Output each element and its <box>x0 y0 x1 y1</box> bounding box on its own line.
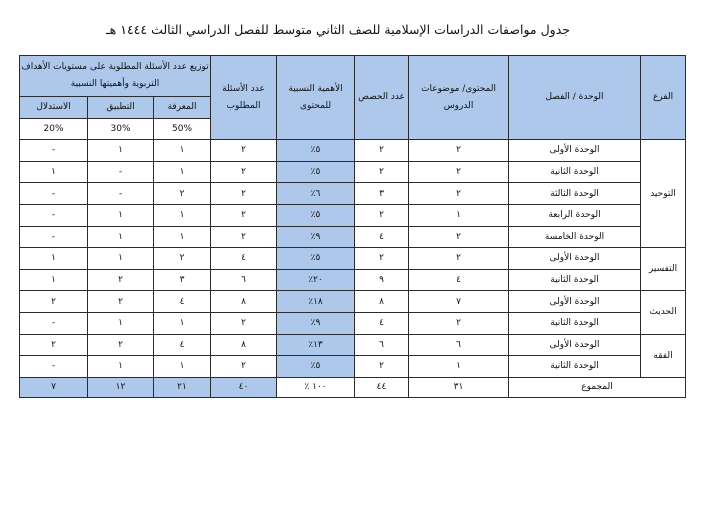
reasoning-cell: ١ <box>20 269 88 291</box>
periods-cell: ٣ <box>355 183 409 205</box>
importance-cell: ٥٪ <box>277 204 355 226</box>
total-questions: ٤٠ <box>211 377 277 397</box>
table-row <box>20 356 686 378</box>
total-periods: ٤٤ <box>355 377 409 397</box>
periods-cell: ٨ <box>355 291 409 313</box>
periods-cell: ٢ <box>355 161 409 183</box>
knowledge-percent: 50% <box>154 118 211 140</box>
knowledge-cell: ١ <box>154 161 211 183</box>
periods-cell: ٢ <box>355 140 409 162</box>
branch-cell: الحديث <box>641 291 686 334</box>
unit-cell: الوحدة الأولى <box>509 248 641 270</box>
header-unit: الوحدة / الفصل <box>509 56 641 140</box>
questions-cell: ٨ <box>211 334 277 356</box>
application-cell: ١ <box>88 356 154 378</box>
content-cell: ٧ <box>409 291 509 313</box>
questions-cell: ٢ <box>211 204 277 226</box>
page-title: جدول مواصفات الدراسات الإسلامية للصف الثاني متوسط للفصل الدراسي الثالث ١٤٤٤ هـ <box>106 22 570 37</box>
table-row <box>20 140 686 162</box>
periods-cell: ٩ <box>355 269 409 291</box>
knowledge-cell: ١ <box>154 204 211 226</box>
header-periods: عدد الحصص <box>355 56 409 140</box>
application-percent: 30% <box>88 118 154 140</box>
table-row <box>20 161 686 183</box>
importance-cell: ٥٪ <box>277 248 355 270</box>
application-cell: ١ <box>88 226 154 248</box>
questions-cell: ٢ <box>211 161 277 183</box>
unit-cell: الوحدة الخامسة <box>509 226 641 248</box>
header-importance: الأهمية النسبية للمحتوى <box>277 56 355 140</box>
specification-table <box>19 55 686 398</box>
branch-cell: التفسير <box>641 248 686 291</box>
reasoning-cell: - <box>20 226 88 248</box>
importance-cell: ٥٪ <box>277 161 355 183</box>
application-cell: ١ <box>88 204 154 226</box>
knowledge-cell: ١ <box>154 140 211 162</box>
reasoning-cell: - <box>20 140 88 162</box>
application-cell: - <box>88 161 154 183</box>
application-cell: ٢ <box>88 269 154 291</box>
reasoning-cell: - <box>20 183 88 205</box>
questions-cell: ٢ <box>211 312 277 334</box>
periods-cell: ٢ <box>355 356 409 378</box>
header-branch: الفرع <box>641 56 686 140</box>
content-cell: ٢ <box>409 312 509 334</box>
table-row <box>20 204 686 226</box>
header-knowledge: المعرفة <box>154 97 211 119</box>
table-row <box>20 226 686 248</box>
content-cell: ٢ <box>409 161 509 183</box>
table-row <box>20 334 686 356</box>
importance-cell: ٢٠٪ <box>277 269 355 291</box>
content-cell: ٢ <box>409 140 509 162</box>
header-distribution: توزيع عدد الأسئلة المطلوبة على مستويات الأهداف التربوية وأهميتها النسبية <box>20 56 211 97</box>
unit-cell: الوحدة الثالثة <box>509 183 641 205</box>
content-cell: ٦ <box>409 334 509 356</box>
reasoning-cell: ٢ <box>20 334 88 356</box>
total-row <box>20 377 686 397</box>
total-content: ٣١ <box>409 377 509 397</box>
unit-cell: الوحدة الأولى <box>509 140 641 162</box>
content-cell: ٢ <box>409 248 509 270</box>
application-cell: ١ <box>88 248 154 270</box>
questions-cell: ٨ <box>211 291 277 313</box>
questions-cell: ٢ <box>211 356 277 378</box>
knowledge-cell: ٣ <box>154 269 211 291</box>
knowledge-cell: ٢ <box>154 183 211 205</box>
unit-cell: الوحدة الثانية <box>509 356 641 378</box>
branch-cell: الفقه <box>641 334 686 377</box>
knowledge-cell: ١ <box>154 356 211 378</box>
knowledge-cell: ٢ <box>154 248 211 270</box>
questions-cell: ٢ <box>211 226 277 248</box>
header-application: التطبيق <box>88 97 154 119</box>
reasoning-cell: ١ <box>20 161 88 183</box>
reasoning-percent: 20% <box>20 118 88 140</box>
periods-cell: ٤ <box>355 226 409 248</box>
content-cell: ١ <box>409 204 509 226</box>
periods-cell: ٦ <box>355 334 409 356</box>
importance-cell: ٥٪ <box>277 356 355 378</box>
importance-cell: ٩٪ <box>277 226 355 248</box>
reasoning-cell: - <box>20 204 88 226</box>
total-application: ١٢ <box>88 377 154 397</box>
reasoning-cell: - <box>20 356 88 378</box>
unit-cell: الوحدة الثانية <box>509 312 641 334</box>
total-reasoning: ٧ <box>20 377 88 397</box>
application-cell: ٢ <box>88 291 154 313</box>
header-reasoning: الاستدلال <box>20 97 88 119</box>
knowledge-cell: ١ <box>154 226 211 248</box>
header-row <box>20 56 686 97</box>
reasoning-cell: ٢ <box>20 291 88 313</box>
table-row <box>20 291 686 313</box>
table-row <box>20 248 686 270</box>
knowledge-cell: ٤ <box>154 291 211 313</box>
total-knowledge: ٢١ <box>154 377 211 397</box>
questions-cell: ٤ <box>211 248 277 270</box>
questions-cell: ٦ <box>211 269 277 291</box>
reasoning-cell: ١ <box>20 248 88 270</box>
unit-cell: الوحدة الأولى <box>509 291 641 313</box>
table-row <box>20 183 686 205</box>
application-cell: ١ <box>88 140 154 162</box>
periods-cell: ٢ <box>355 204 409 226</box>
unit-cell: الوحدة الرابعة <box>509 204 641 226</box>
unit-cell: الوحدة الثانية <box>509 161 641 183</box>
importance-cell: ١٣٪ <box>277 334 355 356</box>
application-cell: - <box>88 183 154 205</box>
importance-cell: ٩٪ <box>277 312 355 334</box>
content-cell: ٢ <box>409 183 509 205</box>
application-cell: ١ <box>88 312 154 334</box>
table-row <box>20 312 686 334</box>
content-cell: ١ <box>409 356 509 378</box>
periods-cell: ٤ <box>355 312 409 334</box>
branch-cell: التوحيد <box>641 140 686 248</box>
importance-cell: ٦٪ <box>277 183 355 205</box>
header-questions: عدد الأسئلة المطلوب <box>211 56 277 140</box>
knowledge-cell: ٤ <box>154 334 211 356</box>
questions-cell: ٢ <box>211 140 277 162</box>
knowledge-cell: ١ <box>154 312 211 334</box>
table-row <box>20 269 686 291</box>
header-content: المحتوى/ موضوعات الدروس <box>409 56 509 140</box>
content-cell: ٤ <box>409 269 509 291</box>
application-cell: ٢ <box>88 334 154 356</box>
questions-cell: ٢ <box>211 183 277 205</box>
total-importance: ١٠٠ ٪ <box>277 377 355 397</box>
total-label: المجموع <box>509 377 686 397</box>
periods-cell: ٢ <box>355 248 409 270</box>
importance-cell: ٥٪ <box>277 140 355 162</box>
reasoning-cell: - <box>20 312 88 334</box>
unit-cell: الوحدة الأولى <box>509 334 641 356</box>
unit-cell: الوحدة الثانية <box>509 269 641 291</box>
content-cell: ٢ <box>409 226 509 248</box>
importance-cell: ١٨٪ <box>277 291 355 313</box>
